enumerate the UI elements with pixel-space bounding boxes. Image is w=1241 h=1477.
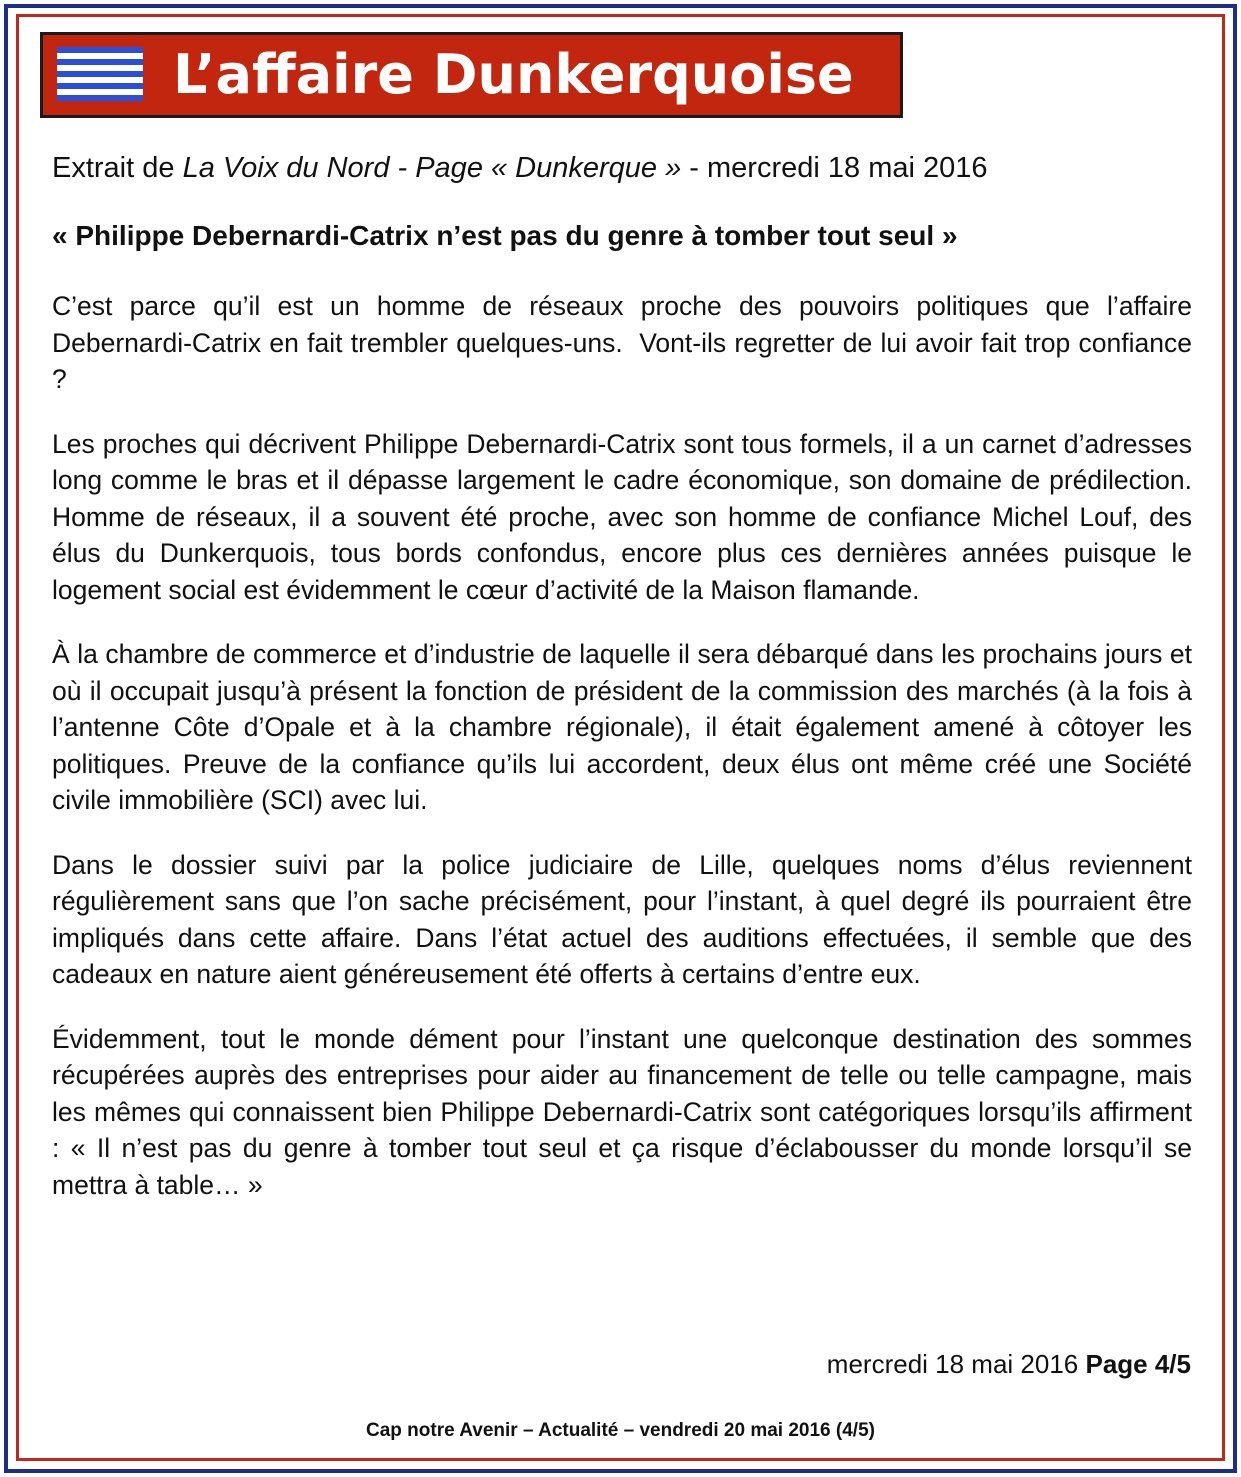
date-signature — [827, 1346, 1191, 1382]
source-line — [52, 150, 988, 186]
article-body — [52, 288, 1200, 1231]
page-footer: Cap notre Avenir – Actualité – vendredi 20 mai 2016 (4/5) — [366, 1420, 875, 1441]
source-prefix: Extrait de — [52, 152, 183, 184]
article-headline: « Philippe Debernardi-Catrix n’est pas du genre à tomber tout seul » — [52, 220, 958, 251]
source-publication: La Voix du Nord - Page « Dunkerque » — [182, 152, 682, 184]
source-date: - mercredi 18 mai 2016 — [681, 152, 988, 184]
paragraph: Dans le dossier suivi par la police judiciaire de Lille, quelques noms d’élus reviennent régulièrement sans que l’on sache précisément, pour l’instant, à quel degré ils pourraient être impliqués dans cette affaire. Dans l’état actuel des auditions effectuées, il semble que des cadeaux en nature aient généreusement été offerts à certains d’entre eux. — [52, 849, 1200, 989]
dunkirk-flag-icon — [57, 47, 143, 101]
title-banner — [40, 32, 903, 118]
paragraph: Évidemment, tout le monde dément pour l’instant une quelconque destination des sommes récupérées auprès des entreprises pour aider au financement de telle ou telle campagne, mais les mêmes qui connaissent bien Philippe Debernardi-Catrix sont catégoriques lorsqu’ils affirment : « Il n’est pas du genre à tomber tout seul et ça risque d’éclabousser du monde lorsqu’il se mettra à table… » — [52, 1023, 1200, 1200]
paragraph: Les proches qui décrivent Philippe Debernardi-Catrix sont tous formels, il a un carnet d’adresses long comme le bras et il dépasse largement le cadre économique, son domaine de prédilection. Homme de réseaux, il a souvent été proche, avec son homme de confiance Michel Louf, des élus du Dunkerquois, tous bords confondus, encore plus ces dernières années puisque le logement social est évidemment le cœur d’activité de la Maison flamande. — [52, 428, 1200, 605]
signature-date: mercredi 18 mai 2016 — [826, 1349, 1086, 1379]
page-number: Page 4/5 — [1085, 1349, 1191, 1379]
paragraph: À la chambre de commerce et d’industrie de laquelle il sera débarqué dans les prochains jours et où il occupait jusqu’à présent la fonction de président de la commission des marchés (à la fois à l’antenne Côte d’Opale et à la chambre régionale), il était également amené à côtoyer les politiques. Preuve de la confiance qu’ils lui accordent, deux élus ont même créé une Société civile immobilière (SCI) avec lui. — [52, 639, 1200, 815]
paragraph: C’est parce qu’il est un homme de réseaux proche des pouvoirs politiques que l’affaire Debernardi-Catrix en fait trembler quelques-uns. Vont-ils regretter de lui avoir fait trop confiance ? — [52, 291, 1200, 394]
banner-title: L’affaire Dunkerquoise — [173, 43, 854, 106]
